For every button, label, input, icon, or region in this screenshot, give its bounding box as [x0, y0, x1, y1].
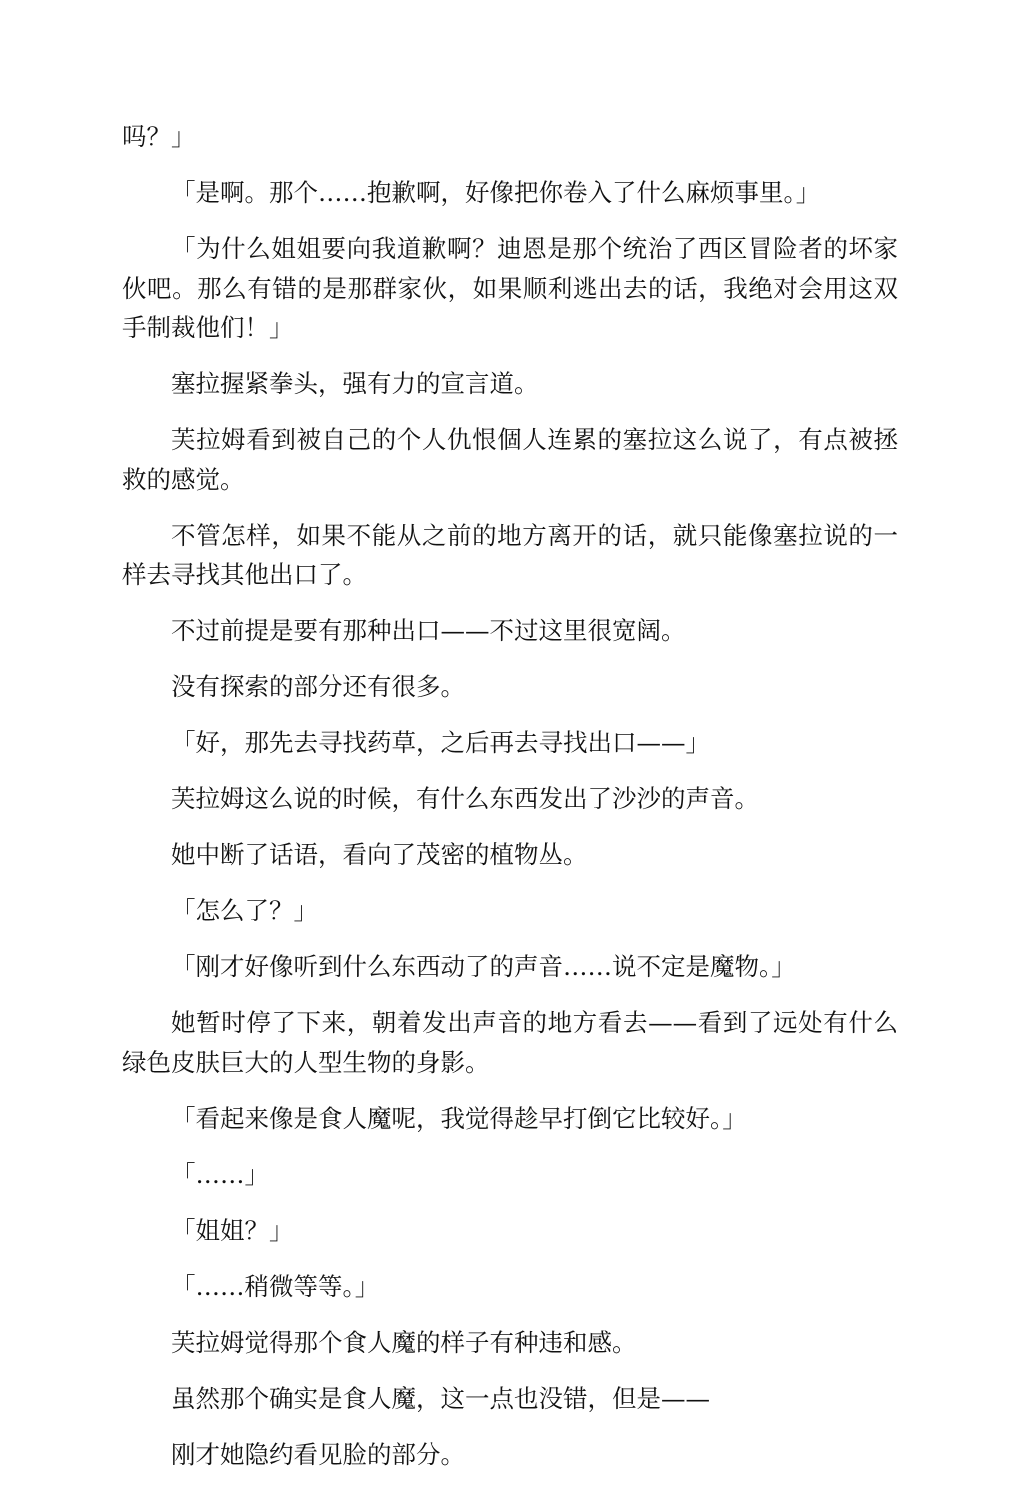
paragraph: 吗？」: [122, 122, 196, 151]
paragraph: 塞拉握紧拳头，强有力的宣言道。: [171, 369, 539, 398]
paragraph: 「好，那先去寻找药草，之后再去寻找出口——」: [171, 728, 710, 757]
paragraph: 没有探索的部分还有很多。: [171, 672, 465, 701]
paragraph: 虽然那个确实是食人魔，这一点也没错，但是——: [171, 1383, 710, 1413]
paragraph: 芙拉姆觉得那个食人魔的样子有种违和感。: [171, 1327, 637, 1357]
paragraph: 「是啊。那个……抱歉啊，好像把你卷入了什么麻烦事里。」: [171, 178, 821, 207]
paragraph: 「姐姐？」: [171, 1215, 294, 1245]
paragraph: 「看起来像是食人魔呢，我觉得趁早打倒它比较好。」: [171, 1103, 747, 1133]
paragraph: 「刚才好像听到什么东西动了的声音……说不定是魔物。」: [171, 952, 796, 981]
paragraph: 芙拉姆看到被自己的个人仇恨個人连累的塞拉这么说了，有点被拯救的感觉。: [122, 425, 898, 494]
paragraph: 不过前提是要有那种出口——不过这里很宽阔。: [171, 616, 686, 645]
body-text: [122, 117, 898, 1491]
paragraph: 「……稍微等等。」: [171, 1271, 380, 1301]
paragraph: 她暂时停了下来，朝着发出声音的地方看去——看到了远处有什么绿色皮肤巨大的人型生物的身影。: [122, 1008, 898, 1077]
paragraph: 芙拉姆这么说的时候，有什么东西发出了沙沙的声音。: [171, 784, 759, 813]
paragraph: 不管怎样，如果不能从之前的地方离开的话，就只能像塞拉说的一样去寻找其他出口了。: [122, 520, 898, 589]
paragraph: 「怎么了？」: [171, 896, 318, 925]
paragraph: 「为什么姐姐要向我道歉啊？迪恩是那个统治了西区冒险者的坏家伙吧。那么有错的是那群家伙，如果顺利逃出去的话，我绝对会用这双手制裁他们！」: [122, 234, 898, 342]
paragraph: 「……」: [171, 1159, 269, 1189]
paragraph: 刚才她隐约看见脸的部分。: [171, 1439, 465, 1469]
paragraph: 她中断了话语，看向了茂密的植物丛。: [171, 840, 588, 869]
